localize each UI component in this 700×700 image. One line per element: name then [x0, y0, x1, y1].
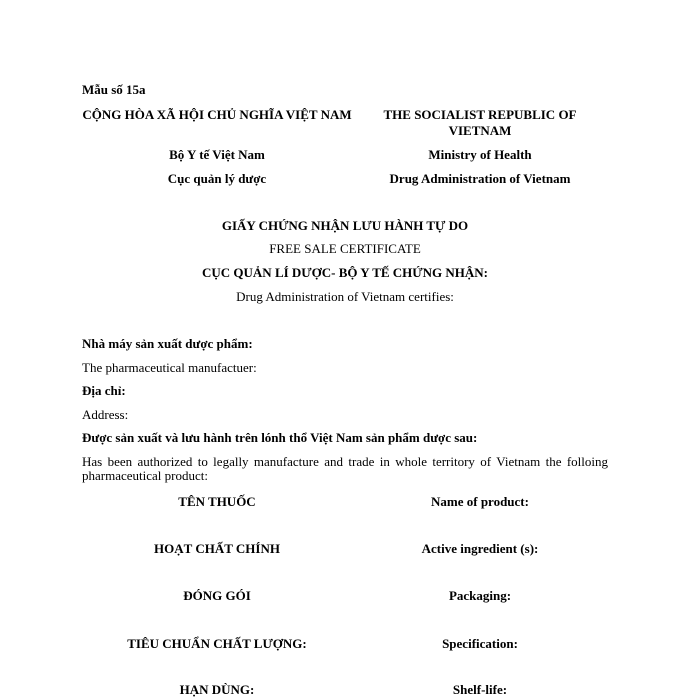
- specification-label-vi: TIÊU CHUẨN CHẤT LƯỢNG:: [127, 636, 307, 651]
- header-country-en: THE SOCIALIST REPUBLIC OF VIETNAM: [383, 107, 577, 138]
- certifies-heading-vi: CỤC QUẢN LÍ DƯỢC- BỘ Y TẾ CHỨNG NHẬN:: [202, 265, 488, 280]
- product-name-label-vi: TÊN THUỐC: [178, 494, 256, 509]
- certificate-title-vi: GIẤY CHỨNG NHẬN LƯU HÀNH TỰ DO: [221, 218, 469, 233]
- specification-label-en: Specification:: [442, 636, 518, 651]
- address-label-vi: Địa chỉ:: [82, 383, 126, 398]
- authorized-statement-vi: Được sản xuất và lưu hành trên lónh thổ Việt Nam sản phẩm dược sau:: [82, 430, 478, 445]
- header-country-vi: CỘNG HÒA XÃ HỘI CHỦ NGHĨA VIỆT NAM: [82, 107, 352, 122]
- packaging-label-vi: ĐÓNG GÓI: [183, 588, 251, 603]
- certificate-title-en: FREE SALE CERTIFICATE: [269, 241, 421, 256]
- form-number: Mẫu số 15a: [82, 82, 146, 97]
- header-agency-en: Drug Administration of Vietnam: [389, 171, 571, 186]
- shelf-life-label-vi: HẠN DÙNG:: [179, 682, 255, 697]
- manufacturer-label-vi: Nhà máy sản xuất dược phẩm:: [82, 336, 253, 351]
- active-ingredient-label-en: Active ingredient (s):: [421, 541, 539, 556]
- header-agency-vi: Cục quản lý dược: [167, 171, 267, 186]
- packaging-label-en: Packaging:: [448, 588, 512, 603]
- product-name-label-en: Name of product:: [431, 494, 529, 509]
- certifies-heading-en: Drug Administration of Vietnam certifies:: [236, 289, 454, 304]
- header-ministry-vi: Bộ Y tế Việt Nam: [169, 147, 265, 162]
- address-label-en: Address:: [82, 407, 129, 422]
- active-ingredient-label-vi: HOẠT CHẤT CHÍNH: [154, 541, 280, 556]
- header-ministry-en: Ministry of Health: [428, 147, 532, 162]
- authorized-statement-en: Has been authorized to legally manufacture and trade in whole territory of Vietnam the folloing pharmaceutical product:: [82, 454, 608, 483]
- manufacturer-label-en: The pharmaceutical manufactuer:: [82, 360, 257, 375]
- shelf-life-label-en: Shelf-life:: [452, 682, 508, 697]
